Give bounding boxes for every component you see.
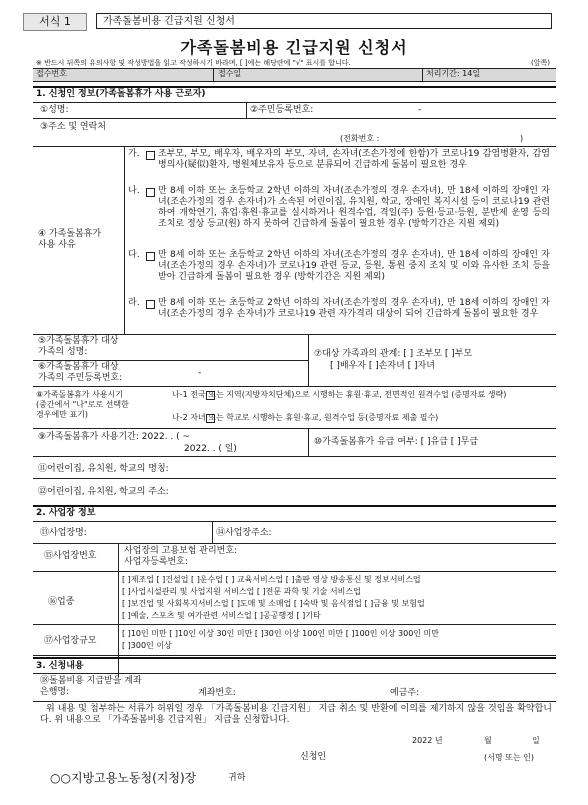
company-size-options (122, 628, 554, 652)
company-size-label: ⑰사업장규모 (44, 636, 97, 646)
rrn-value: - (418, 105, 422, 115)
reason-mark-c: 다. (128, 250, 140, 260)
use-type-1-checkbox[interactable] (206, 391, 215, 400)
recipient-honorific: 귀하 (228, 773, 246, 783)
care-name-label: ⑤가족돌봄휴가 대상 가족의 성명: (38, 336, 119, 357)
industry-line[interactable]: [ ]사업시설관리 및 사업지원 서비스업 [ ]전문 과학 및 기술 서비스업 (122, 587, 361, 596)
form-name: 가족돌봄비용 긴급지원 신청서 (103, 16, 235, 27)
address-label: ③주소 및 연락처 (40, 122, 106, 132)
rrn-label: ②주민등록번호: (250, 105, 314, 115)
registration-number-label: 사업자등록번호: (124, 557, 188, 567)
account-holder-label: 예금주: (390, 688, 420, 698)
industry-label: ⑯업종 (48, 597, 75, 607)
side-label: (앞쪽) (531, 59, 550, 67)
relation-line2: [ ]배우자 [ ]손자녀 [ ]자녀 (330, 361, 435, 371)
school-name-label: ⑪어린이집, 유치원, 학교의 명칭: (38, 464, 169, 474)
care-rrn-value: - (198, 368, 202, 378)
industry-options (122, 574, 554, 622)
business-number-label: ⑮사업장번호 (44, 551, 97, 561)
receipt-number: 접수번호 (36, 69, 67, 78)
name-label: ①성명: (40, 105, 69, 115)
paid-status: ⑩가족돌봄휴가 유급 여부: [ ]유급 [ ]무급 (314, 437, 479, 447)
signature-field[interactable]: (서명 또는 인) (484, 753, 534, 762)
use-type-1-text: 나-1 전국 또는 지역(지방자치단체)으로 시행하는 휴원·휴교, 전면적인 원격수업 (증명자료 생략) (172, 390, 507, 399)
notice-text: ※ 반드시 뒤쪽의 유의사항 및 작성방법을 읽고 작성하시기 바라며, [ ]에는 해당란에 "√" 표시를 합니다. (36, 59, 351, 67)
reason-mark-b: 나. (128, 186, 140, 196)
account-label: ⑱돌봄비용 지급받을 계좌 은행명: (40, 676, 142, 697)
form-tag: 서식 1 (23, 13, 87, 31)
reason-text-d: 만 8세 이하 또는 초등학교 2학년 이하의 자녀(조손가정의 경우 손자녀), 만 18세 이하의 장애인 자녀(조손가정의 경우 손자녀)가 코로나19 관련 자가격리 대상이 되어 긴급하게 돌봄이 필요한 경우 (158, 298, 550, 319)
reason-mark-d: 라. (128, 298, 140, 308)
relation-line1: ⑦대상 가족과의 관계: [ ] 조부모 [ ]부모 (314, 349, 473, 359)
declaration-text: 위 내용 및 첨부하는 서류가 허위일 경우 「가족돌봄비용 긴급지원」 지급 취소 및 반환에 이의를 제기하지 않을 것임을 확약합니다. 위 내용으로 「가족돌봄비용 긴급지원」 지급을 신청합니다. (40, 704, 552, 725)
use-type-2-text: 나-2 자녀 또는 학교로 시행하는 휴원·휴교, 원격수업 등(증명자료 제출 필수) (172, 413, 439, 422)
form-name-box (96, 13, 552, 29)
industry-line[interactable]: [ ]제조업 [ ]건설업 [ ]운수업 [ ] 교육서비스업 [ ]출판 영상 방송통신 및 정보서비스업 (122, 575, 421, 584)
school-address-label: ⑫어린이집, 유치원, 학교의 주소: (38, 487, 169, 497)
section2-title: 2. 사업장 정보 (36, 508, 96, 518)
period-label: ⑨가족돌봄휴가 사용기간: 2022. . ( ~ (38, 432, 191, 442)
applicant-label: 신청인 (300, 752, 327, 762)
date-month: 월 (484, 736, 492, 745)
insurance-number-label: 사업장의 고용보험 관리번호: (124, 546, 238, 556)
section3-title: 3. 신청내용 (36, 661, 84, 671)
reason-mark-a: 가. (128, 149, 140, 159)
business-name-label: ⑬사업장명: (40, 528, 87, 538)
receipt-date: 접수일 (218, 69, 242, 78)
use-type-2-checkbox[interactable] (206, 414, 215, 423)
recipient-office: ○○지방고용노동청(지청)장 (50, 771, 197, 785)
reason-text-c: 만 8세 이하 또는 초등학교 2학년 이하의 자녀(조손가정의 경우 손자녀), 만 18세 이하의 장애인 자녀(조손가정의 경우 손자녀)가 코로나19 관련 등교, 등원, 통원 중지 조치 및 이와 유사한 조치 등을 받아 긴급하게 돌봄이 필요한 경우 (방학기간은 지원 제외) (158, 250, 550, 282)
date-year: 2022 년 (412, 736, 443, 745)
reason-checkbox-d[interactable] (146, 300, 155, 309)
page-title: 가족돌봄비용 긴급지원 신청서 (180, 38, 408, 57)
reason-checkbox-a[interactable] (146, 151, 155, 160)
phone-close: ) (520, 134, 524, 143)
period-line2: 2022. . ( 일) (184, 444, 237, 454)
company-size-line[interactable]: [ ]300인 이상 (122, 641, 172, 650)
section1-title: 1. 신청인 정보(가족돌봄휴가 사용 근로자) (36, 89, 206, 99)
reason-text-b: 만 8세 이하 또는 초등학교 2학년 이하의 자녀(조손가정의 경우 손자녀), 만 18세 이하의 장애인 자녀(조손가정의 경우 손자녀)가 소속된 어린이집, 유치원, 학교, 장애인 복지시설 등이 코로나19 관련하여 개학연기, 휴업·휴원·휴교를 실시하거나 원격수업, 격일(주) 등원·등교·등원, 분반제 운영 등의 조치로 정상 등교(원) 하지 못하여 긴급하게 돌봄이 필요한 경우 (방학기간은 지원 제외) (158, 186, 550, 229)
industry-line[interactable]: [ ]예술, 스포츠 및 여가관련 서비스업 [ ]공공행정 [ ]기타 (122, 611, 321, 620)
phone-label: (전화번호 : (340, 134, 380, 143)
reason-checkbox-c[interactable] (146, 252, 155, 261)
use-type-1 (172, 390, 552, 400)
reason-checkbox-b[interactable] (146, 188, 155, 197)
processing-period: 처리기간: 14일 (426, 69, 481, 78)
care-rrn-label: ⑥가족돌봄휴가 대상 가족의 주민등록번호: (38, 362, 123, 383)
date-day: 일 (532, 736, 540, 745)
company-size-line[interactable]: [ ]10인 미만 [ ]10인 이상 30인 미만 [ ]30인 이상 100인 미만 [ ]100인 이상 300인 미만 (122, 629, 440, 638)
business-address-label: ⑭사업장주소: (216, 528, 272, 538)
reason-label: ④ 가족돌봄휴가 사용 사유 (38, 229, 102, 250)
use-type-2 (172, 413, 552, 423)
industry-line[interactable]: [ ]보건업 및 사회복지서비스업 [ ]도매 및 소매업 [ ]숙박 및 음식점업 [ ]금융 및 보험업 (122, 599, 425, 608)
use-type-label: ⑧가족돌봄휴가 사용시기 (중간에서 "나"로로 선택한 경우에만 표기) (36, 390, 129, 419)
reason-text-a: 조부모, 부모, 배우자, 배우자의 부모, 자녀, 손자녀(조손가정에 한함)가 코로나19 감염병환자, 감염병의사(疑似)환자, 병원체보유자 등으로 분류되어 긴급하게 돌봄이 필요한 경우 (158, 149, 550, 170)
account-number-label: 계좌번호: (198, 688, 236, 698)
